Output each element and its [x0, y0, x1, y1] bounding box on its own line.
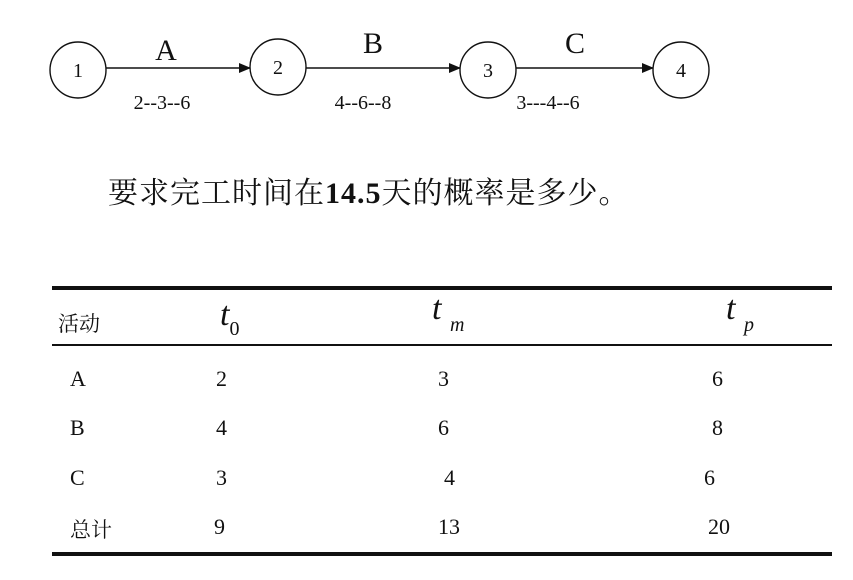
header-t-most-likely [432, 290, 465, 336]
row-b-tm: 6 [438, 415, 449, 440]
header-sub-p: p [743, 314, 754, 336]
node-2-label: 2 [273, 57, 283, 79]
question-text-before: 要求完工时间在 [108, 176, 325, 211]
pert-estimates-table [52, 286, 832, 558]
node-1-label: 1 [73, 60, 83, 82]
question-text-after: 天的概率是多少。 [381, 176, 630, 211]
row-c-t0: 3 [216, 465, 227, 490]
question-deadline-value: 14.5 [325, 177, 382, 210]
node-4 [653, 42, 709, 98]
table-header-rule [52, 344, 832, 346]
node-2 [250, 39, 306, 95]
header-sub-m: m [449, 314, 465, 336]
activity-c-durations: 3---4--6 [516, 92, 580, 114]
table-bottom-rule [52, 552, 832, 556]
row-c-tp: 6 [704, 465, 715, 490]
row-total-activity: 总计 [70, 518, 112, 542]
row-b-tp: 8 [712, 415, 723, 440]
activity-b-label: B [362, 27, 384, 60]
header-t-optimistic [220, 296, 240, 340]
row-a-activity: A [70, 366, 86, 391]
row-a-tp: 6 [712, 366, 723, 391]
header-t-symbol: t [432, 290, 442, 327]
row-total-t0: 9 [214, 514, 225, 539]
node-3 [460, 42, 516, 98]
header-t-symbol: t [220, 296, 230, 333]
question-text [108, 168, 630, 212]
row-a-tm: 3 [438, 366, 449, 391]
row-total-tp: 20 [708, 514, 730, 539]
header-activity: 活动 [58, 312, 100, 336]
node-3-label: 3 [483, 60, 493, 82]
activity-b-durations: 4--6--8 [334, 92, 392, 114]
activity-network-diagram [0, 0, 853, 140]
activity-a-label: A [155, 34, 177, 67]
row-a-t0: 2 [216, 366, 227, 391]
row-b-t0: 4 [216, 415, 227, 440]
header-t-symbol: t [726, 290, 736, 327]
header-t-pessimistic [726, 290, 754, 336]
node-1 [50, 42, 106, 98]
row-b-activity: B [70, 415, 85, 440]
row-c-tm: 4 [444, 465, 455, 490]
row-c-activity: C [70, 465, 85, 490]
activity-a-durations: 2--3--6 [133, 92, 191, 114]
activity-c-label: C [564, 27, 586, 60]
header-sub-o: 0 [229, 318, 240, 340]
row-total-tm: 13 [438, 514, 460, 539]
node-4-label: 4 [676, 60, 686, 82]
